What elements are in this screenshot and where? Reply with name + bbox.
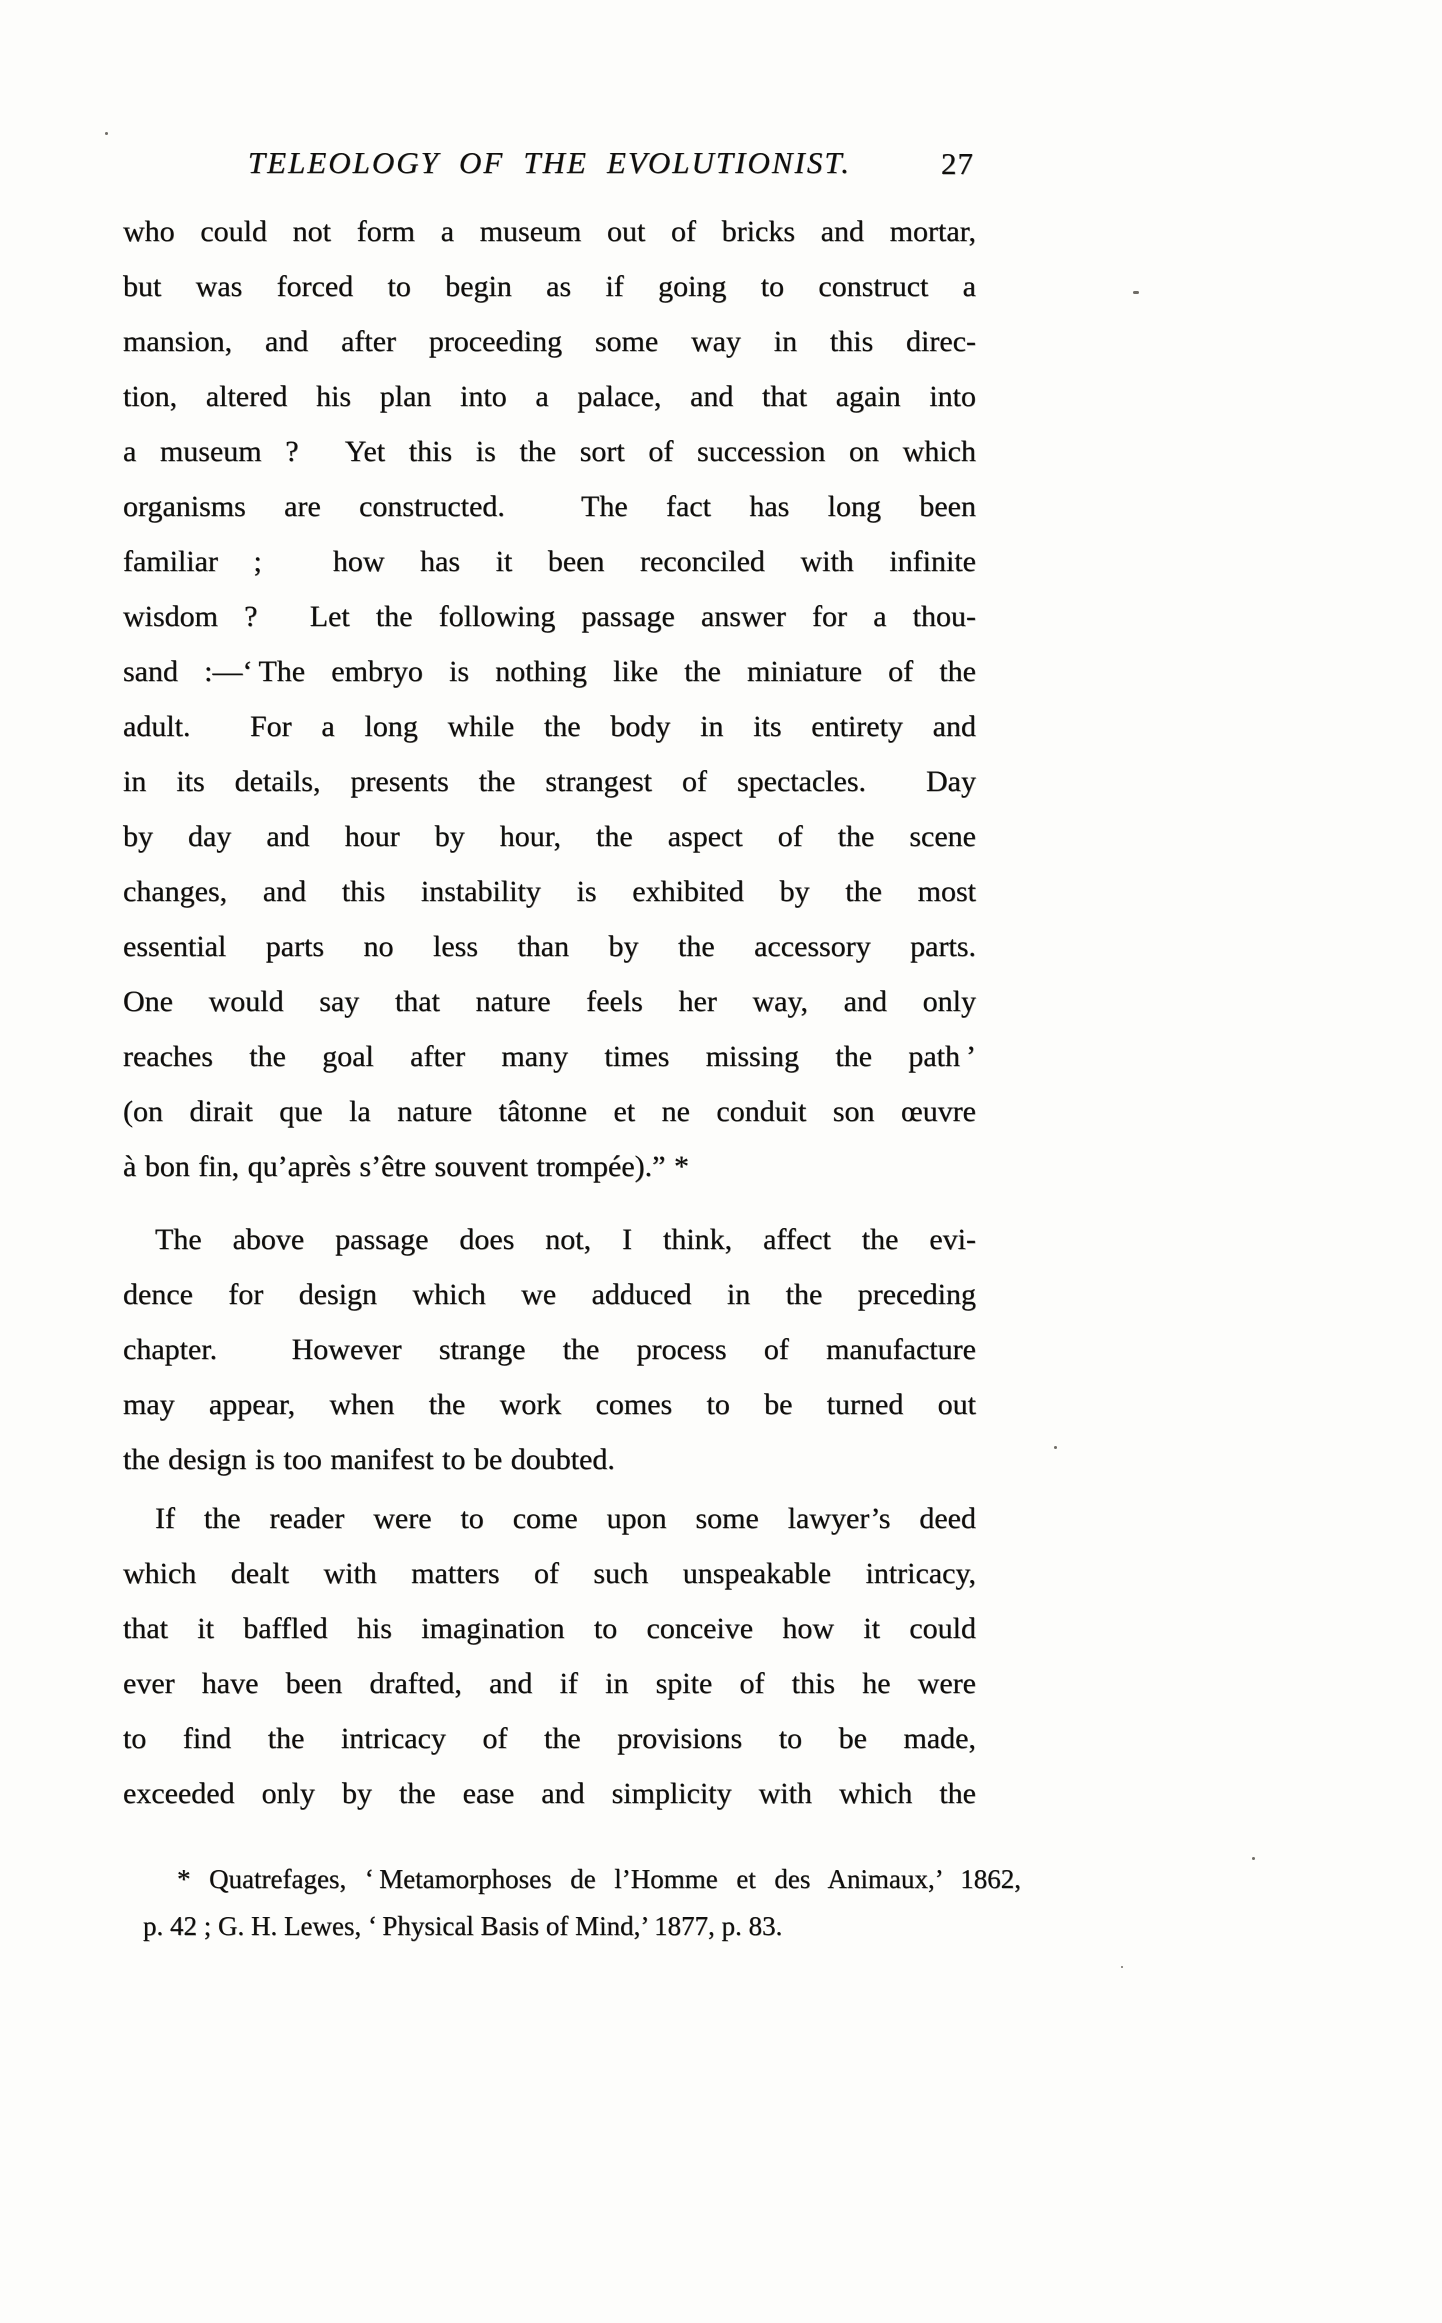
text-line: dence for design which we adduced in the preceding bbox=[123, 1278, 976, 1311]
text-line: who could not form a museum out of bricks and mortar, bbox=[123, 215, 976, 248]
text-line: may appear, when the work comes to be turned out bbox=[123, 1388, 976, 1421]
page-number: 27 bbox=[941, 146, 974, 181]
text-line: essential parts no less than by the accessory parts. bbox=[123, 930, 976, 963]
text-line: but was forced to begin as if going to construct a bbox=[123, 270, 976, 303]
text-line: If the reader were to come upon some lawyer’s deed bbox=[155, 1502, 976, 1535]
scan-speck bbox=[1133, 291, 1139, 294]
page-title: TELEOLOGY OF THE EVOLUTIONIST. bbox=[247, 145, 852, 180]
scan-speck bbox=[1054, 1446, 1057, 1449]
text-line: mansion, and after proceeding some way in this direc- bbox=[123, 325, 976, 358]
text-line: which dealt with matters of such unspeakable intricacy, bbox=[123, 1557, 976, 1590]
running-header bbox=[123, 143, 976, 187]
text-line: the design is too manifest to be doubted. bbox=[123, 1443, 615, 1476]
text-line: wisdom ? Let the following passage answer for a thou- bbox=[123, 600, 976, 633]
text-line: (on dirait que la nature tâtonne et ne conduit son œuvre bbox=[123, 1095, 976, 1128]
text-line: by day and hour by hour, the aspect of the scene bbox=[123, 820, 976, 853]
paragraph bbox=[123, 204, 976, 1194]
text-line: to find the intricacy of the provisions to be made, bbox=[123, 1722, 976, 1755]
text-line: that it baffled his imagination to conceive how it could bbox=[123, 1612, 976, 1645]
text-line: chapter. However strange the process of manufacture bbox=[123, 1333, 976, 1366]
text-line: familiar ; how has it been reconciled with infinite bbox=[123, 545, 976, 578]
text-line: in its details, presents the strangest of spectacles. Day bbox=[123, 765, 976, 798]
text-line: changes, and this instability is exhibited by the most bbox=[123, 875, 976, 908]
text-line: exceeded only by the ease and simplicity with which the bbox=[123, 1777, 976, 1810]
text-line: reaches the goal after many times missing the path ’ bbox=[123, 1040, 976, 1073]
text-line: tion, altered his plan into a palace, and that again into bbox=[123, 380, 976, 413]
footnote-line: * Quatrefages, ‘ Metamorphoses de l’Homme et des Animaux,’ 1862, bbox=[177, 1864, 1021, 1894]
scan-speck bbox=[105, 132, 108, 135]
text-line: à bon fin, qu’après s’être souvent trompée).” * bbox=[123, 1150, 689, 1183]
text-line: One would say that nature feels her way, and only bbox=[123, 985, 976, 1018]
text-line: ever have been drafted, and if in spite of this he were bbox=[123, 1667, 976, 1700]
text-line: a museum ? Yet this is the sort of succession on which bbox=[123, 435, 976, 468]
paragraph bbox=[123, 1491, 976, 1821]
text-line: adult. For a long while the body in its entirety and bbox=[123, 710, 976, 743]
text-line: sand :—‘ The embryo is nothing like the miniature of the bbox=[123, 655, 976, 688]
body-text bbox=[123, 204, 976, 1821]
paragraph bbox=[123, 1212, 976, 1487]
text-line: The above passage does not, I think, affect the evi- bbox=[155, 1223, 976, 1256]
scan-speck bbox=[1252, 1857, 1255, 1860]
text-line: organisms are constructed. The fact has long been bbox=[123, 490, 976, 523]
scan-speck bbox=[1121, 1966, 1123, 1968]
footnote bbox=[143, 1856, 1021, 1950]
footnote-line: p. 42 ; G. H. Lewes, ‘ Physical Basis of Mind,’ 1877, p. 83. bbox=[143, 1911, 783, 1941]
